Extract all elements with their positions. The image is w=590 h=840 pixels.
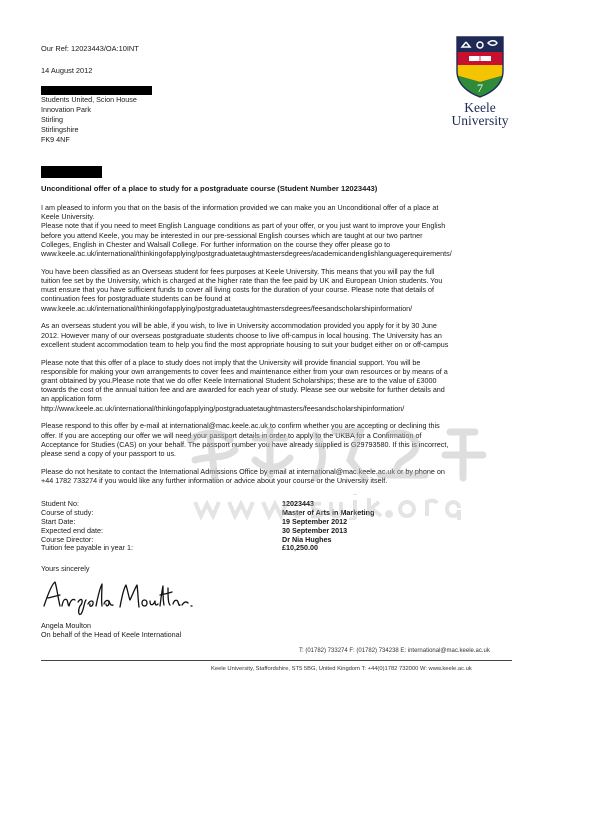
detail-label: Course of study: (41, 507, 94, 517)
contact-details: T: (01782) 733274 F: (01782) 734238 E: international@mac.keele.ac.uk (299, 648, 490, 654)
reference-number: Our Ref: 12023443/OA:10INT (41, 44, 139, 53)
paragraph-offer (41, 203, 519, 258)
detail-value: Master of Arts in Marketing (282, 507, 375, 517)
body-line: Please note that this offer of a place to study does not imply that the University will provide financial support. You will be (41, 357, 421, 367)
detail-label: Expected end date: (41, 525, 103, 535)
body-line: www.keele.ac.uk/international/thinkingofapplying/postgraduatetaughtmastersdegrees/feesandscholarshipinformation/ (41, 303, 413, 313)
closing-salutation: Yours sincerely (41, 564, 90, 573)
body-line: Keele University. (41, 212, 95, 222)
detail-value: 30 September 2013 (282, 525, 348, 535)
detail-label: Student No: (41, 499, 79, 508)
signer-name: Angela Moulton (41, 621, 91, 630)
body-line: before you attend Keele, you may be interested in our pre-sessional English courses which are taught at our two partner (41, 230, 423, 240)
paragraph-response (41, 421, 519, 458)
body-line: Acceptance for Studies (CAS) on your behalf. The passport number you have already supplied is G29793580. If this is incorrect, (41, 439, 449, 449)
body-line: www.keele.ac.uk/international/thinkingofapplying/postgraduatetaughtmastersdegrees/academicandenglishlanguagerequirements/ (41, 249, 452, 259)
detail-label: Start Date: (41, 516, 76, 526)
body-line: +44 1782 733274 if you would like any further information or advice about your course or the University itself. (41, 476, 388, 486)
detail-row-course (41, 509, 441, 518)
detail-value: Dr Nia Hughes (282, 534, 332, 544)
body-line: tuition fee set by the University, which is charged at the higher rate than the fee paid by UK and European Union students. You (41, 276, 443, 286)
detail-value: £10,250.00 (282, 543, 318, 553)
crest-numeral: 7 (477, 81, 483, 95)
body-line: towards the cost of the annual tuition fee and are awarded for each year of study. Please see our website for further details and (41, 385, 445, 395)
body-line: I am pleased to inform you that on the basis of the information provided we can make you an Unconditional offer of a place at (41, 203, 439, 212)
redacted-salutation (41, 166, 102, 178)
detail-row-student-no (41, 500, 441, 509)
body-line: an application form (41, 394, 102, 404)
address-line: FK9 4NF (41, 135, 70, 144)
footer-address: Keele University, Staffordshire, ST5 5BG, United Kingdom T: +44(0)1782 732000 W: www.keele.ac.uk (211, 666, 472, 672)
university-wordmark (447, 101, 513, 127)
detail-value: 19 September 2012 (282, 516, 348, 526)
paragraph-accommodation (41, 321, 519, 349)
footer-divider (41, 660, 512, 661)
letter-subject: Unconditional offer of a place to study for a postgraduate course (Student Number 12023443) (41, 184, 378, 193)
address-line: Innovation Park (41, 105, 91, 114)
address-line: Students United, Scion House (41, 95, 137, 104)
body-line: Please respond to this offer by e-mail at international@mac.keele.ac.uk to confirm whether you are accepting or declining this (41, 421, 440, 431)
signer-block (41, 621, 181, 640)
body-line: Colleges, English in Chester and Walsall College. For further information on the course they offer please go to (41, 239, 391, 249)
body-line: Please do not hesitate to contact the International Admissions Office by email at international@mac.keele.ac.uk or by phone on (41, 466, 445, 476)
body-line: continuation fees for postgraduate students can be found at (41, 294, 231, 304)
body-line: Please note that if you need to meet English Language conditions as part of your offer, or you just want to improve your English (41, 221, 446, 231)
body-line: As an overseas student you will be able, if you wish, to live in University accommodation provided you apply for it by 30 June (41, 321, 437, 331)
body-line: excellent student accommodation team to help you find the most appropriate housing to suit your budget either on or off-campus (41, 339, 449, 349)
body-line: 2012. However many of our overseas postgraduate students choose to live off-campus in local housing. The University has an (41, 330, 442, 340)
body-line: http://www.keele.ac.uk/international/thinkingofapplying/postgraduatetaughtmasters/feesandscholarshipinformation/ (41, 403, 405, 413)
handwritten-signature (38, 576, 198, 618)
detail-label: Tuition fee payable in year 1: (41, 543, 134, 553)
paragraph-fees (41, 267, 519, 313)
body-line: must ensure that you have sufficient funds to cover all living costs for the duration of your course. Please note that details of (41, 285, 435, 295)
university-crest-icon (455, 35, 505, 99)
course-details (41, 500, 441, 553)
detail-row-end-date (41, 527, 441, 536)
detail-value: 12023443 (282, 499, 314, 508)
signer-title: On behalf of the Head of Keele International (41, 630, 182, 640)
detail-row-tuition-fee (41, 544, 441, 553)
address-line: Stirling (41, 115, 63, 124)
letter-body (41, 203, 519, 494)
body-line: offer. If you are accepting our offer we will need your passport details in order to apply to the UKBA for a Confirmation of (41, 430, 422, 440)
address-line: Stirlingshire (41, 125, 79, 134)
redacted-recipient-name (41, 86, 152, 95)
wordmark-line-1: Keele (464, 100, 496, 115)
body-line: responsible for making your own arrangements to cover fees and maintenance either from your own resources or by means of a (41, 366, 448, 376)
body-line: grant obtained by you.Please note that we do offer Keele International Student Scholarships; these are to the value of £3000 (41, 376, 437, 386)
paragraph-financial-support (41, 358, 519, 413)
recipient-address (41, 95, 137, 145)
detail-label: Course Director: (41, 534, 94, 544)
wordmark-line-2: University (451, 113, 509, 128)
body-line: please send a copy of your passport to us. (41, 449, 177, 459)
paragraph-contact (41, 467, 519, 485)
letter-date: 14 August 2012 (41, 66, 93, 75)
body-line: You have been classified as an Overseas student for fees purposes at Keele University. This means that you will pay the full (41, 266, 435, 276)
